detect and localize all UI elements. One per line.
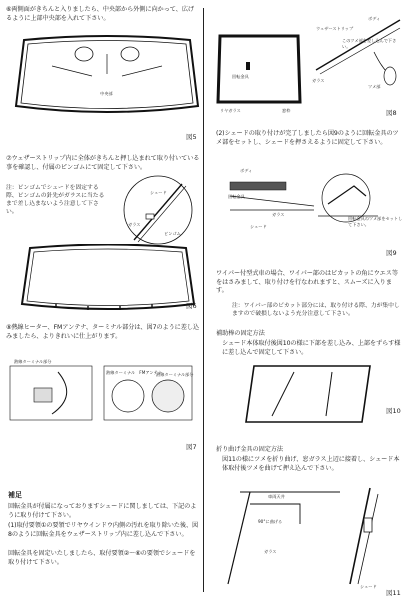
fig6-pin-label: ピンゴム xyxy=(164,231,181,236)
figure-10 xyxy=(244,364,374,424)
fig6-glass-label: ガラス xyxy=(128,222,141,227)
fig9-shade-label: シェード xyxy=(250,224,267,229)
fig8-body-label: ボディ xyxy=(368,16,381,21)
figure-8-detail xyxy=(314,12,402,92)
step-6-text: ⑥両側面がきちんと入りましたら、中央部から外側に向かって、広げるように上部中央部を入れて下さい。 xyxy=(6,6,194,22)
fig9-note-label: 回転金具のツメ部をセットして下さい。 xyxy=(348,216,403,227)
fig8-frame-label: 窓枠 xyxy=(282,108,291,113)
fig11-glass-label: ガラス xyxy=(264,549,277,554)
column-divider xyxy=(203,8,204,592)
figure-8 xyxy=(214,34,304,106)
fig11-caption: 図11 xyxy=(386,589,401,597)
fig7-label-b: 熱線ターミナル FMアンテナ xyxy=(106,370,162,375)
fig8-rot-label: 回転金具 xyxy=(232,74,249,79)
fig8-note-label: このツメ部を差し込んで下さい。 xyxy=(342,38,397,49)
fig9-rot-label: 回転金具 xyxy=(228,194,245,199)
fig8-glass-label: ガラス xyxy=(312,78,325,83)
right-column xyxy=(208,4,404,596)
aux-title: 補助棒の固定方法 xyxy=(216,330,265,337)
fig6-shade-label: シェード xyxy=(150,190,167,195)
supplement-text-2: (1)取付要領①の要領でリヤウインドウ内側の汚れを取り除いた後、図8のように回転金具をウェザーストリップ内に差し込んで下さい。 xyxy=(8,522,199,538)
fig5-center-label: 中央部 xyxy=(100,91,113,96)
fold-title: 折り曲げ金具の固定方法 xyxy=(216,446,283,453)
fig8-tsume-label: ツメ部 xyxy=(368,84,381,89)
fig11-90-label: 90°に曲げる xyxy=(258,519,283,524)
fig9-body-label: ボディ xyxy=(240,168,253,173)
fig7-label-c: 熱線ターミナル部分 xyxy=(156,372,194,377)
aux-text: シェード本体取付後図10の様に下部を差し込み、上部をずらす様に差し込んで固定して下さい。 xyxy=(222,340,401,356)
supplement-heading: 補足 xyxy=(8,491,22,499)
fig8-caption: 図8 xyxy=(386,109,397,117)
fig7-caption: 図7 xyxy=(186,443,197,451)
figure-11 xyxy=(220,484,400,588)
step-2-text: (2)シェードの取り付けが完了しましたら図9のように回転金具のツメ部をセットし、シェードを押さえるように固定して下さい。 xyxy=(216,130,399,146)
fig6-caption: 図6 xyxy=(186,302,197,310)
fig9-glass-label: ガラス xyxy=(272,212,285,217)
left-column xyxy=(6,4,202,596)
step-7-note: 注：ピンゴムでシェードを固定する際、ピンゴムの針先がガラスに当たるまで差し込まないよう注意して下さい。 xyxy=(6,185,105,215)
fig10-caption: 図10 xyxy=(386,407,401,415)
wiper-step-text: ワイパー付型式車の場合、ワイパー部のはビカットの角にウエス等をはさみまして、取り付けを行なわれますと、スムーズに入ります。 xyxy=(216,270,398,295)
step-7-text: ⑦ウェザーストリップ内に全体がきちんと押し込まれて取り付いている事を確認し、付属のピンゴムにて固定して下さい。 xyxy=(6,155,200,171)
fig8-ws-label: ウェザーストリップ xyxy=(316,26,354,31)
fig11-shade-label: シェード xyxy=(360,584,377,589)
fig8-rear-label: リヤガラス xyxy=(220,108,241,113)
figure-6 xyxy=(20,244,196,314)
figure-5 xyxy=(12,34,202,120)
wiper-step-note: 注：ワイパー部のビカット部分には、取り付ける際、力が集中しますので破損しないよう充分注意して下さい。 xyxy=(232,303,400,317)
fold-text: 図11の様にツメを折り曲げ、窓ガラス上辺に接着し、シェード本体取付後ツメを曲げて押え込んで下さい。 xyxy=(222,456,400,472)
fig11-car-label: 車両天井 xyxy=(268,494,285,499)
supplement-text-3: 回転金具を固定いたしましたら、取付要領②〜⑥の要領でシェードを取り付けて下さい。 xyxy=(8,550,196,566)
fig9-caption: 図9 xyxy=(386,249,397,257)
step-8-text: ⑧熱線ヒーター、FMアンテナ、ターミナル部分は、図7のように差し込みましたら、よりきれいに仕上がります。 xyxy=(6,324,200,340)
fig5-caption: 図5 xyxy=(186,133,197,141)
figure-6-detail xyxy=(110,170,202,248)
supplement-text-1: 回転金具が付属になっておりますシェードに関しましては、下記のように取り付けて下さい。 xyxy=(8,503,197,519)
fig7-label-a: 熱線ターミナル部分 xyxy=(14,359,52,364)
